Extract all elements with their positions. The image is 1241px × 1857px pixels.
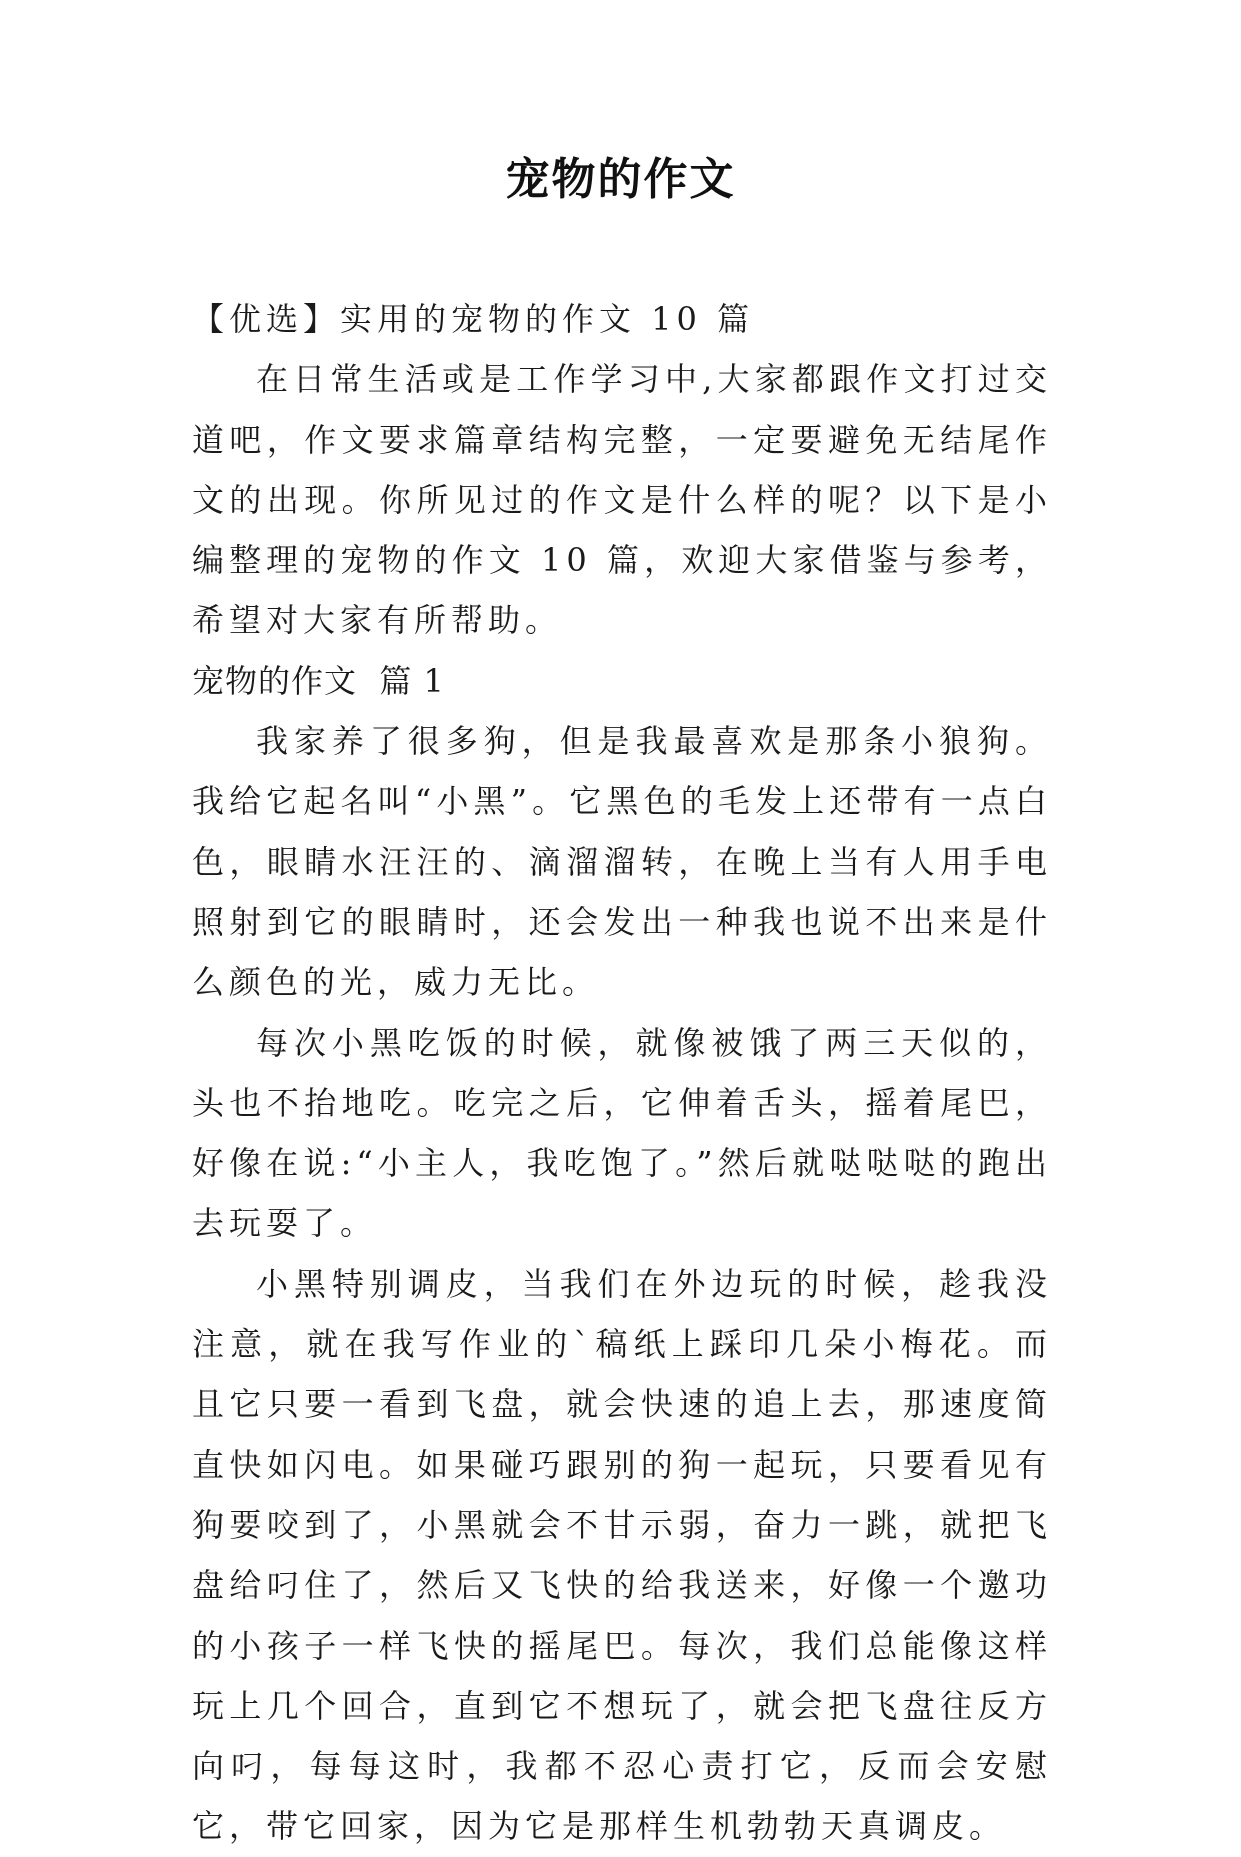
- document-body: [192, 289, 1052, 1857]
- body-paragraph-3: 小黑特别调皮，当我们在外边玩的时候，趁我没注意，就在我写作业的`稿纸上踩印几朵小梅花。而且它只要一看到飞盘，就会快速的追上去，那速度简直快如闪电。如果碰巧跟别的狗一起玩，只要看见有狗要咬到了，小黑就会不甘示弱，奋力一跳，就把飞盘给叼住了，然后又飞快的给我送来，好像一个邀功的小孩子一样飞快的摇尾巴。每次，我们总能像这样玩上几个回合，直到它不想玩了，就会把飞盘往反方向叼，每每这时，我都不忍心责打它，反而会安慰它，带它回家，因为它是那样生机勃勃天真调皮。: [192, 1264, 1052, 1846]
- body-paragraph-1: 我家养了很多狗，但是我最喜欢是那条小狼狗。我给它起名叫“小黑”。它黑色的毛发上还带有一点白色，眼睛水汪汪的、滴溜溜转，在晚上当有人用手电照射到它的眼睛时，还会发出一种我也说不出来是什么颜色的光，威力无比。: [192, 722, 1052, 1002]
- body-paragraph-2: 每次小黑吃饭的时候，就像被饿了两三天似的，头也不抬地吃。吃完之后，它伸着舌头，摇着尾巴，好像在说:“小主人，我吃饱了。”然后就哒哒哒的跑出去玩耍了。: [192, 1023, 1052, 1243]
- section-heading: 宠物的作文 篇 1: [192, 661, 445, 700]
- document-subtitle: 【优选】实用的宠物的作文 10 篇: [192, 300, 755, 338]
- document-title: 宠物的作文: [505, 154, 736, 205]
- intro-paragraph: 在日常生活或是工作学习中,大家都跟作文打过交道吧，作文要求篇章结构完整，一定要避免无结尾作文的出现。你所见过的作文是什么样的呢？以下是小编整理的宠物的作文 10 篇，欢迎大家借鉴与参考，希望对大家有所帮助。: [192, 360, 1052, 640]
